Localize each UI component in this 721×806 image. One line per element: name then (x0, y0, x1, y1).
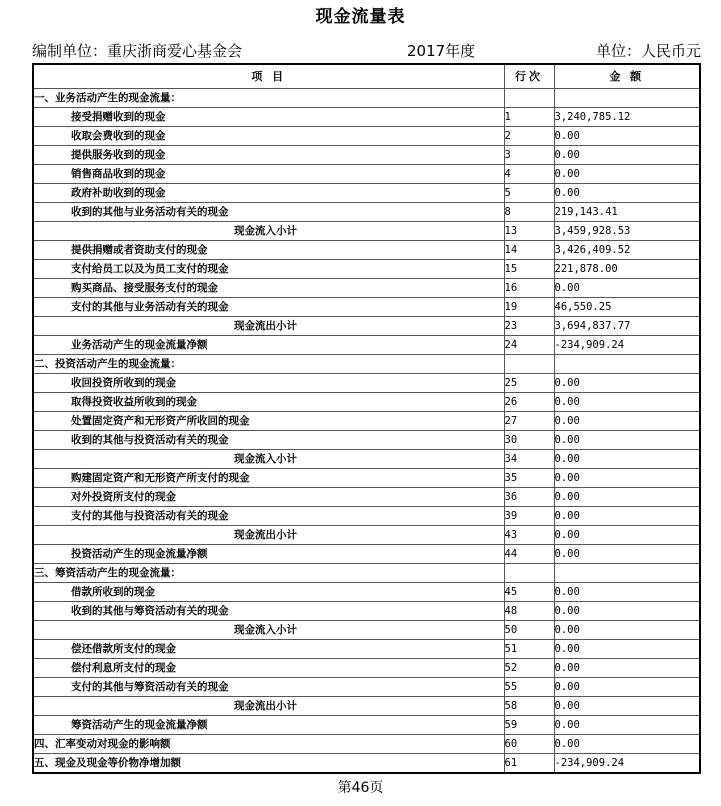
page-title: 现金流量表 (315, 7, 406, 27)
table-row (33, 336, 700, 355)
row-amount: 0.00 (554, 184, 700, 203)
row-amount: 0.00 (554, 279, 700, 298)
row-line-number: 25 (504, 374, 554, 393)
column-header-amount: 金 额 (554, 64, 700, 89)
row-item-label: 提供捐赠或者资助支付的现金 (33, 241, 504, 260)
row-item-label: 筹资活动产生的现金流量净额 (33, 716, 504, 735)
table-row (33, 507, 700, 526)
row-amount (554, 355, 700, 374)
row-amount: 221,878.00 (554, 260, 700, 279)
table-row (33, 222, 700, 241)
table-row (33, 184, 700, 203)
row-amount: 0.00 (554, 469, 700, 488)
currency-unit: 单位：人民币元 (595, 42, 701, 60)
page-number: 第46页 (337, 780, 384, 796)
row-line-number: 8 (504, 203, 554, 222)
table-row (33, 260, 700, 279)
row-line-number: 50 (504, 621, 554, 640)
table-row (33, 165, 700, 184)
row-line-number: 1 (504, 108, 554, 127)
row-line-number: 44 (504, 545, 554, 564)
row-amount: 0.00 (554, 602, 700, 621)
row-line-number: 43 (504, 526, 554, 545)
row-item-label: 支付的其他与筹资活动有关的现金 (33, 678, 504, 697)
row-line-number (504, 564, 554, 583)
row-line-number: 24 (504, 336, 554, 355)
row-line-number: 59 (504, 716, 554, 735)
table-row (33, 469, 700, 488)
row-amount: 0.00 (554, 697, 700, 716)
row-amount: 0.00 (554, 716, 700, 735)
row-line-number: 60 (504, 735, 554, 754)
row-item-label: 业务活动产生的现金流量净额 (33, 336, 504, 355)
row-amount: 0.00 (554, 127, 700, 146)
row-amount: -234,909.24 (554, 336, 700, 355)
row-amount: 219,143.41 (554, 203, 700, 222)
reporting-entity: 编制单位：重庆浙商爱心基金会 (32, 42, 243, 60)
row-amount: 0.00 (554, 678, 700, 697)
row-amount: 3,240,785.12 (554, 108, 700, 127)
row-item-label: 现金流入小计 (33, 222, 504, 241)
row-line-number: 51 (504, 640, 554, 659)
row-amount: 0.00 (554, 431, 700, 450)
row-line-number: 23 (504, 317, 554, 336)
row-amount (554, 564, 700, 583)
row-item-label: 收到的其他与筹资活动有关的现金 (33, 602, 504, 621)
table-row (33, 108, 700, 127)
row-item-label: 支付的其他与投资活动有关的现金 (33, 507, 504, 526)
row-item-label: 购买商品、接受服务支付的现金 (33, 279, 504, 298)
table-row (33, 355, 700, 374)
row-line-number: 13 (504, 222, 554, 241)
row-item-label: 提供服务收到的现金 (33, 146, 504, 165)
table-row (33, 526, 700, 545)
row-amount: 0.00 (554, 146, 700, 165)
row-amount: 3,426,409.52 (554, 241, 700, 260)
row-item-label: 取得投资收益所收到的现金 (33, 393, 504, 412)
row-amount: 0.00 (554, 526, 700, 545)
table-row (33, 659, 700, 678)
table-row (33, 298, 700, 317)
row-line-number: 14 (504, 241, 554, 260)
row-line-number: 4 (504, 165, 554, 184)
table-row (33, 754, 700, 774)
row-amount: 3,694,837.77 (554, 317, 700, 336)
table-row (33, 203, 700, 222)
table-row (33, 621, 700, 640)
row-line-number: 58 (504, 697, 554, 716)
table-row (33, 488, 700, 507)
row-amount: 0.00 (554, 735, 700, 754)
row-item-label: 现金流入小计 (33, 450, 504, 469)
row-item-label: 五、现金及现金等价物净增加额 (33, 754, 504, 774)
table-row (33, 640, 700, 659)
row-item-label: 对外投资所支付的现金 (33, 488, 504, 507)
row-item-label: 偿还借款所支付的现金 (33, 640, 504, 659)
column-header-line: 行次 (504, 64, 554, 89)
row-amount: 0.00 (554, 507, 700, 526)
table-row (33, 127, 700, 146)
row-line-number: 3 (504, 146, 554, 165)
row-item-label: 支付的其他与业务活动有关的现金 (33, 298, 504, 317)
row-item-label: 支付给员工以及为员工支付的现金 (33, 260, 504, 279)
row-line-number: 27 (504, 412, 554, 431)
column-header-item: 项 目 (33, 64, 504, 89)
row-amount: 0.00 (554, 621, 700, 640)
row-item-label: 现金流入小计 (33, 621, 504, 640)
row-line-number: 36 (504, 488, 554, 507)
row-amount: 0.00 (554, 165, 700, 184)
row-amount: 46,550.25 (554, 298, 700, 317)
row-item-label: 销售商品收到的现金 (33, 165, 504, 184)
table-row (33, 374, 700, 393)
table-row (33, 450, 700, 469)
row-amount: 0.00 (554, 659, 700, 678)
cash-flow-table (32, 63, 701, 774)
row-amount: -234,909.24 (554, 754, 700, 774)
row-line-number: 45 (504, 583, 554, 602)
row-item-label: 四、汇率变动对现金的影响额 (33, 735, 504, 754)
row-amount: 3,459,928.53 (554, 222, 700, 241)
row-item-label: 一、业务活动产生的现金流量： (33, 89, 504, 108)
report-year: 2017年度 (407, 42, 476, 60)
table-row (33, 564, 700, 583)
row-amount (554, 89, 700, 108)
row-line-number: 26 (504, 393, 554, 412)
table-row (33, 89, 700, 108)
row-item-label: 政府补助收到的现金 (33, 184, 504, 203)
row-amount: 0.00 (554, 412, 700, 431)
row-amount: 0.00 (554, 583, 700, 602)
row-item-label: 收到的其他与业务活动有关的现金 (33, 203, 504, 222)
row-item-label: 处置固定资产和无形资产所收回的现金 (33, 412, 504, 431)
row-line-number: 5 (504, 184, 554, 203)
row-amount: 0.00 (554, 640, 700, 659)
table-row (33, 393, 700, 412)
row-line-number: 2 (504, 127, 554, 146)
table-row (33, 602, 700, 621)
row-item-label: 收回投资所收到的现金 (33, 374, 504, 393)
row-line-number (504, 89, 554, 108)
row-item-label: 现金流出小计 (33, 526, 504, 545)
row-amount: 0.00 (554, 450, 700, 469)
table-row (33, 146, 700, 165)
row-item-label: 借款所收到的现金 (33, 583, 504, 602)
table-row (33, 431, 700, 450)
row-item-label: 偿付利息所支付的现金 (33, 659, 504, 678)
row-line-number: 48 (504, 602, 554, 621)
row-line-number: 15 (504, 260, 554, 279)
table-row (33, 678, 700, 697)
table-row (33, 279, 700, 298)
row-amount: 0.00 (554, 374, 700, 393)
row-line-number: 52 (504, 659, 554, 678)
table-row (33, 412, 700, 431)
row-amount: 0.00 (554, 488, 700, 507)
row-item-label: 现金流出小计 (33, 697, 504, 716)
row-line-number (504, 355, 554, 374)
row-line-number: 39 (504, 507, 554, 526)
row-amount: 0.00 (554, 545, 700, 564)
row-item-label: 现金流出小计 (33, 317, 504, 336)
row-item-label: 收取会费收到的现金 (33, 127, 504, 146)
row-item-label: 收到的其他与投资活动有关的现金 (33, 431, 504, 450)
table-row (33, 735, 700, 754)
row-line-number: 55 (504, 678, 554, 697)
table-row (33, 716, 700, 735)
row-item-label: 三、筹资活动产生的现金流量： (33, 564, 504, 583)
row-line-number: 19 (504, 298, 554, 317)
table-header-row (33, 64, 700, 89)
row-item-label: 购建固定资产和无形资产所支付的现金 (33, 469, 504, 488)
table-row (33, 583, 700, 602)
row-line-number: 16 (504, 279, 554, 298)
row-line-number: 30 (504, 431, 554, 450)
row-line-number: 61 (504, 754, 554, 774)
row-line-number: 34 (504, 450, 554, 469)
row-line-number: 35 (504, 469, 554, 488)
row-item-label: 二、投资活动产生的现金流量： (33, 355, 504, 374)
table-row (33, 697, 700, 716)
table-row (33, 317, 700, 336)
row-item-label: 投资活动产生的现金流量净额 (33, 545, 504, 564)
table-row (33, 545, 700, 564)
row-item-label: 接受捐赠收到的现金 (33, 108, 504, 127)
row-amount: 0.00 (554, 393, 700, 412)
table-row (33, 241, 700, 260)
